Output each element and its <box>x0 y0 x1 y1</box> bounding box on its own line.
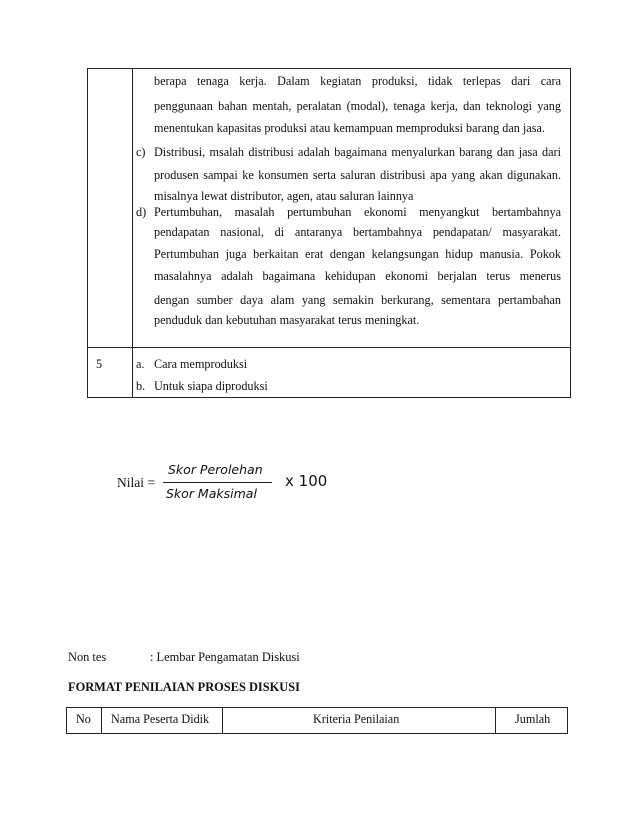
header-no: No <box>76 712 91 726</box>
table-column-divider <box>495 708 496 733</box>
table-column-divider <box>222 708 223 733</box>
paragraph-line: Distribusi, msalah distribusi adalah bagaimana menyalurkan barang dan jasa dari <box>154 145 561 159</box>
table-row-divider <box>87 347 571 348</box>
header-kriteria: Kriteria Penilaian <box>313 712 400 726</box>
header-nama-peserta: Nama Peserta Didik <box>111 712 210 726</box>
table-bottom-border <box>87 397 571 398</box>
table-left-border <box>87 68 88 398</box>
fraction-bar <box>163 482 272 483</box>
list-marker: d) <box>136 205 147 219</box>
header-jumlah: Jumlah <box>515 712 551 726</box>
paragraph-line: penggunaan bahan mentah, peralatan (modal), tenaga kerja, dan teknologi yang <box>154 99 561 113</box>
assessment-table-header <box>66 707 568 734</box>
section-heading: FORMAT PENILAIAN PROSES DISKUSI <box>68 680 300 694</box>
paragraph-line: menentukan kapasitas produksi atau kemampuan memproduksi barang dan jasa. <box>154 121 545 135</box>
paragraph-line: produsen sampai ke konsumen serta saluran distribusi apa yang akan digunakan. <box>154 168 561 182</box>
paragraph-line: Pertumbuhan juga berkaitan erat dengan kelangsungan hidup manusia. Pokok <box>154 247 561 261</box>
table-top-border <box>87 68 571 69</box>
paragraph-line: pendapatan nasional, di antaranya bertambahnya pendapatan/ masyarakat. <box>154 225 561 239</box>
row-number: 5 <box>96 357 103 371</box>
paragraph-line: dengan sumber daya alam yang semakin berkurang, sementara pertambahan <box>154 293 561 307</box>
list-item-text: Untuk siapa diproduksi <box>154 379 268 393</box>
formula-label: Nilai = <box>117 475 155 490</box>
formula-numerator: Skor Perolehan <box>168 462 263 477</box>
non-tes-label: Non tes <box>68 650 107 664</box>
non-tes-value: : Lembar Pengamatan Diskusi <box>150 650 300 664</box>
table-column-divider <box>101 708 102 733</box>
paragraph-line: penduduk dan kebutuhan masyarakat terus meningkat. <box>154 313 420 327</box>
list-marker: a. <box>136 357 145 371</box>
paragraph-line: misalnya lewat distributor, agen, atau saluran lainnya <box>154 189 414 203</box>
list-marker: c) <box>136 145 146 159</box>
list-item-text: Cara memproduksi <box>154 357 248 371</box>
formula-denominator: Skor Maksimal <box>166 486 257 501</box>
table-column-divider <box>132 68 133 398</box>
list-marker: b. <box>136 379 146 393</box>
paragraph-line: Pertumbuhan, masalah pertumbuhan ekonomi menyangkut bertambahnya <box>154 205 561 219</box>
paragraph-line: berapa tenaga kerja. Dalam kegiatan produksi, tidak terlepas dari cara <box>154 74 561 88</box>
table-right-border <box>570 68 571 398</box>
formula-multiplier: x 100 <box>285 472 328 490</box>
paragraph-line: masalahnya adalah bagaimana kehidupan ekonomi berjalan terus menerus <box>154 269 561 283</box>
